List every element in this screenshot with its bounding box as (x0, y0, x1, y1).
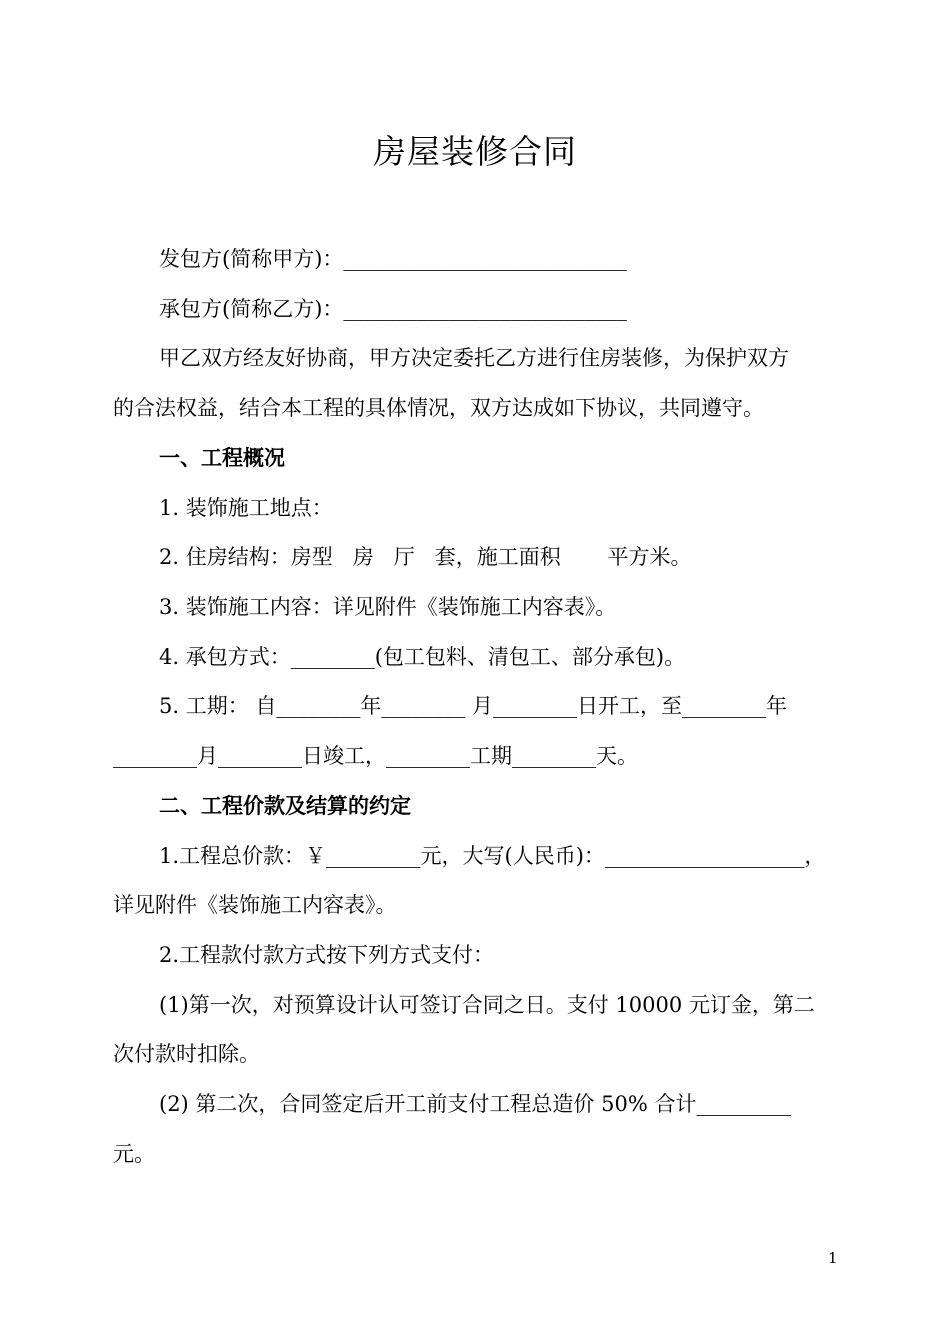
intro-paragraph-line-2: 的合法权益，结合本工程的具体情况，双方达成如下协议，共同遵守。 (113, 396, 764, 420)
item-2-1-line-1: 1.工程总价款：￥_________元，大写(人民币)：___________________， (159, 844, 826, 868)
item-1-3: 3. 装饰施工内容：详见附件《装饰施工内容表》。 (159, 595, 617, 619)
page-number: 1 (828, 1249, 838, 1267)
party-b-line: 承包方(简称乙方)：___________________________ (159, 297, 627, 321)
item-1-5-line-1: 5. 工期： 自________年________ 月________日开工，至________年 (159, 694, 788, 718)
party-a-line: 发包方(简称甲方)：___________________________ (159, 247, 627, 271)
item-2-1-line-2: 详见附件《装饰施工内容表》。 (113, 893, 397, 917)
contract-title: 房屋装修合同 (373, 132, 577, 171)
item-1-1: 1. 装饰施工地点： (159, 496, 333, 520)
item-2-2: 2.工程款付款方式按下列方式支付： (159, 943, 495, 967)
item-1-5-line-2: ________月________日竣工，________工期________天。 (113, 744, 638, 768)
section-heading-2: 二、工程价款及结算的约定 (159, 793, 411, 818)
item-1-4: 4. 承包方式：________(包工包料、清包工、部分承包)。 (159, 645, 686, 669)
item-1-2: 2. 住房结构：房型 房 厅 套，施工面积 平方米。 (159, 545, 692, 569)
payment-1-line-2: 次付款时扣除。 (113, 1042, 260, 1066)
payment-2-line-2: 元。 (113, 1142, 155, 1166)
payment-2-line-1: (2) 第二次，合同签定后开工前支付工程总造价 50% 合计_________ (159, 1092, 791, 1116)
intro-paragraph-line-1: 甲乙双方经友好协商，甲方决定委托乙方进行住房装修，为保护双方 (159, 346, 789, 370)
section-heading-1: 一、工程概况 (159, 445, 285, 470)
payment-1-line-1: (1)第一次，对预算设计认可签订合同之日。支付 10000 元订金，第二 (159, 993, 815, 1017)
